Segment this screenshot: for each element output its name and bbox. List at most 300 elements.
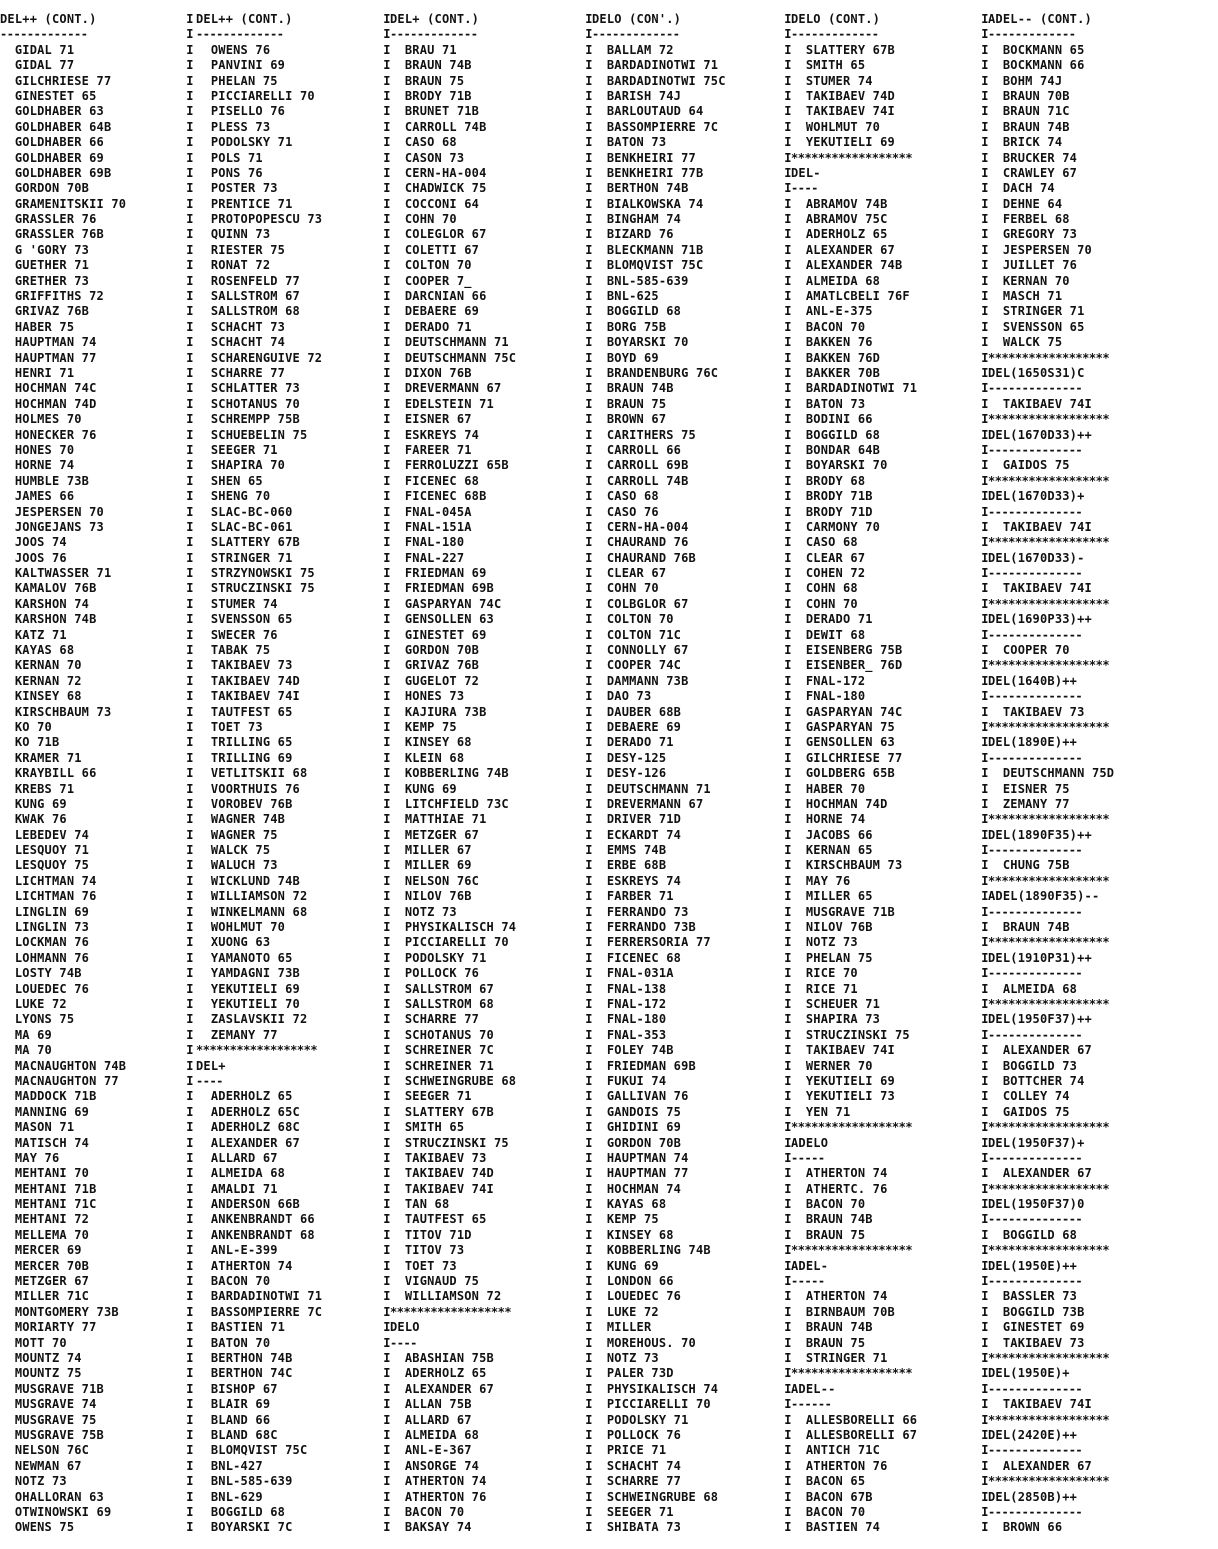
entry-line: CARITHERS 75 — [592, 427, 696, 442]
separator-mark: I — [784, 258, 792, 273]
separator-mark: I — [585, 88, 593, 103]
separator-mark: I — [186, 981, 194, 996]
entry-line: MANNING 69 — [0, 1104, 90, 1119]
separator-mark: I — [383, 1027, 391, 1042]
separator-mark: I — [383, 981, 391, 996]
entry-line: ANL-E-375 — [791, 304, 873, 319]
entry-line: KINSEY 68 — [390, 735, 472, 750]
separator-mark: I — [981, 1443, 989, 1458]
separator-mark: I — [784, 1043, 792, 1058]
entry-line: PALER 73D — [592, 1366, 674, 1381]
separator-mark: I — [585, 1135, 593, 1150]
section-heading: ADEL- — [791, 1258, 829, 1273]
entry-line: KRAMER 71 — [0, 750, 82, 765]
separator-mark: I — [981, 735, 989, 750]
entry-line: BOHM 74J — [988, 73, 1063, 88]
separator-mark: I — [784, 673, 792, 688]
separator-mark: I — [981, 781, 989, 796]
entry-line: BAKKER 70B — [791, 365, 881, 380]
separator-mark: I — [186, 1227, 194, 1242]
separator-mark: I — [784, 1012, 792, 1027]
separator-mark: I — [784, 612, 792, 627]
separator-mark: I — [585, 412, 593, 427]
section-heading: DELO — [390, 1320, 420, 1335]
separator-mark: I — [981, 704, 989, 719]
section-divider: ****************** — [988, 412, 1110, 427]
heading-underline: ------------- — [592, 27, 680, 42]
separator-mark: I — [981, 643, 989, 658]
separator-mark: I — [981, 535, 989, 550]
entry-line: SALLSTROM 68 — [390, 997, 494, 1011]
entry-line: ERBE 68B — [592, 858, 667, 873]
entry-line: STRINGER 71 — [791, 1350, 888, 1365]
entry-line: SLAC-BC-061 — [196, 519, 293, 534]
separator-mark: I — [186, 612, 194, 627]
separator-mark: I — [981, 1058, 989, 1073]
separator-mark: I — [981, 966, 989, 981]
entry-line: BRAUN 75 — [390, 73, 465, 88]
entry-line: COHEN 72 — [791, 566, 866, 581]
entry-line: KAJIURA 73B — [390, 704, 487, 719]
entry-line: GINESTET 69 — [390, 627, 487, 642]
separator-mark: I — [585, 27, 593, 42]
separator-mark: I — [784, 1412, 792, 1427]
entry-line: BRODY 71B — [390, 88, 472, 103]
separator-mark: I — [981, 304, 989, 319]
separator-mark: I — [186, 458, 194, 473]
separator-mark: I — [585, 396, 593, 411]
separator-mark: I — [186, 381, 194, 396]
entry-line: DERADO 71 — [390, 319, 472, 334]
heading-underline: -------------- — [988, 504, 1083, 519]
separator-mark: I — [585, 643, 593, 658]
entry-line: YEKUTIELI 69 — [791, 135, 895, 150]
separator-mark: I — [981, 27, 989, 42]
entry-line: WALCK 75 — [196, 843, 271, 858]
separator-mark: I — [585, 904, 593, 919]
entry-line: SCHACHT 74 — [592, 1458, 682, 1473]
separator-mark: I — [784, 119, 792, 134]
separator-mark: I — [186, 643, 194, 658]
separator-mark: I — [383, 750, 391, 765]
entry-line: HOCHMAN 74 — [592, 1181, 682, 1196]
separator-mark: I — [186, 12, 194, 26]
entry-line: BLECKMANN 71B — [592, 242, 704, 257]
entry-line: FNAL-031A — [592, 966, 674, 981]
entry-line: BRAUN 70B — [988, 88, 1070, 103]
separator-mark: I — [585, 1027, 593, 1042]
separator-mark: I — [383, 1397, 391, 1412]
entry-line: FNAL-180 — [592, 1012, 667, 1027]
entry-line: BOYARSKI 7C — [196, 1520, 293, 1535]
entry-line: MOREHOUS. 70 — [592, 1335, 696, 1350]
separator-mark: I — [981, 1274, 989, 1289]
separator-mark: I — [186, 350, 194, 365]
entry-line: MUSGRAVE 71B — [0, 1381, 104, 1396]
entry-line: ANKENBRANDT 68 — [196, 1227, 315, 1242]
separator-mark: I — [981, 1304, 989, 1319]
entry-line: HUMBLE 73B — [0, 473, 90, 488]
entry-line: STUMER 74 — [791, 73, 873, 88]
separator-mark: I — [784, 966, 792, 981]
heading-underline: -------------- — [988, 1274, 1083, 1289]
entry-line: BASSLER 73 — [988, 1289, 1078, 1304]
entry-line: LOUEDEC 76 — [592, 1289, 682, 1304]
entry-line: MACNAUGHTON 77 — [0, 1073, 119, 1088]
entry-line: BARLOUTAUD 64 — [592, 104, 704, 119]
separator-mark: I — [981, 1073, 989, 1088]
entry-line: BRAUN 74B — [592, 381, 674, 396]
entry-line: BACON 70 — [196, 1274, 271, 1289]
entry-line: DAO 73 — [592, 689, 652, 704]
separator-mark: I — [186, 535, 194, 550]
separator-mark: I — [585, 581, 593, 596]
entry-line: POLS 71 — [196, 150, 263, 165]
separator-mark: I — [186, 335, 194, 350]
entry-line: WAGNER 74B — [196, 812, 286, 827]
entry-line: MATTHIAE 71 — [390, 812, 487, 827]
column-3 — [390, 12, 584, 1542]
entry-line: NOTZ 73 — [592, 1350, 659, 1365]
separator-mark: I — [383, 735, 391, 750]
separator-mark: I — [784, 843, 792, 858]
entry-line: BRAU 71 — [390, 42, 457, 57]
separator-mark: I — [186, 1504, 194, 1519]
entry-line: BATON 73 — [791, 396, 866, 411]
separator-mark: I — [585, 427, 593, 442]
separator-mark: I — [981, 1027, 989, 1042]
entry-line: DESY-125 — [592, 750, 667, 765]
heading-underline: -------------- — [988, 1212, 1083, 1227]
entry-line: KIRSCHBAUM 73 — [0, 704, 112, 719]
entry-line: KUNG 69 — [592, 1258, 659, 1273]
separator-mark: I — [784, 1058, 792, 1073]
entry-line: BASTIEN 71 — [196, 1320, 286, 1335]
section-heading: DEL(1690P33)++ — [988, 612, 1092, 627]
separator-mark: I — [981, 42, 989, 57]
entry-line: BARDADINOTWI 71 — [592, 58, 719, 73]
separator-mark: I — [784, 1027, 792, 1042]
entry-line: AMALDI 71 — [196, 1181, 278, 1196]
separator-mark: I — [383, 796, 391, 811]
separator-mark: I — [186, 796, 194, 811]
section-heading: DEL(1950F37)+ — [988, 1135, 1085, 1150]
entry-line: KLEIN 68 — [390, 750, 465, 765]
separator-mark: I — [585, 1458, 593, 1473]
separator-mark: I — [981, 458, 989, 473]
entry-line: GOLDHABER 69 — [0, 150, 104, 165]
separator-mark: I — [981, 1243, 989, 1258]
separator-mark: I — [981, 135, 989, 150]
separator-mark: I — [981, 873, 989, 888]
entry-line: FERRANDO 73 — [592, 904, 689, 919]
entry-line: MEHTANI 70 — [0, 1166, 90, 1181]
entry-line: SCHOTANUS 70 — [390, 1027, 494, 1042]
entry-line: COLEGLOR 67 — [390, 227, 487, 242]
separator-mark: I — [981, 904, 989, 919]
entry-line: LOSTY 74B — [0, 966, 82, 981]
separator-mark: I — [585, 150, 593, 165]
entry-line: ALEXANDER 67 — [988, 1458, 1092, 1473]
separator-mark: I — [784, 889, 792, 904]
entry-line: MERCER 69 — [0, 1243, 82, 1258]
entry-line: TAKIBAEV 73 — [196, 658, 293, 673]
section-heading: DEL+ (CONT.) — [390, 12, 480, 26]
entry-line: KINSEY 68 — [592, 1227, 674, 1242]
separator-mark: I — [186, 73, 194, 88]
section-divider: ****************** — [988, 535, 1110, 550]
separator-mark: I — [784, 365, 792, 380]
separator-mark: I — [383, 1089, 391, 1104]
entry-line: BRAUN 74B — [791, 1320, 873, 1335]
separator-mark: I — [981, 981, 989, 996]
entry-line: DARCNIAN 66 — [390, 289, 487, 304]
separator-mark: I — [981, 1104, 989, 1119]
entry-line: LOCKMAN 76 — [0, 935, 90, 950]
separator-mark: I — [585, 1304, 593, 1319]
separator-mark: I — [981, 473, 989, 488]
entry-line: LESQUOY 71 — [0, 843, 90, 858]
entry-line: CARROLL 74B — [592, 473, 689, 488]
entry-line: SCHARRE 77 — [390, 1012, 480, 1027]
entry-line: NOTZ 73 — [390, 904, 457, 919]
entry-line: MERCER 70B — [0, 1258, 90, 1273]
separator-mark: I — [383, 458, 391, 473]
entry-line: BNL-625 — [592, 289, 659, 304]
entry-line: LUKE 72 — [592, 1304, 659, 1319]
separator-mark: I — [383, 135, 391, 150]
separator-mark: I — [981, 381, 989, 396]
entry-line: GINESTET 65 — [0, 88, 97, 103]
entry-line: BALLAM 72 — [592, 42, 674, 57]
entry-line: MILLER 71C — [0, 1289, 90, 1304]
entry-line: VETLITSKII 68 — [196, 766, 308, 781]
entry-line: SCHACHT 73 — [196, 319, 286, 334]
separator-mark: I — [585, 104, 593, 119]
entry-line: PONS 76 — [196, 165, 263, 180]
entry-line: GORDON 70B — [592, 1135, 682, 1150]
separator-mark: I — [186, 935, 194, 950]
separator-mark: I — [585, 165, 593, 180]
column-5 — [791, 12, 981, 1542]
separator-mark: I — [784, 1304, 792, 1319]
separator-mark: I — [981, 1489, 989, 1504]
entry-line: CLEAR 67 — [592, 566, 667, 581]
entry-line: TAKIBAEV 74I — [988, 581, 1092, 596]
section-heading: DEL(1950E)++ — [988, 1258, 1078, 1273]
entry-line: ESKREYS 74 — [390, 427, 480, 442]
entry-line: TOET 73 — [196, 719, 263, 734]
separator-mark: I — [186, 843, 194, 858]
separator-mark: I — [186, 88, 194, 103]
separator-mark: I — [585, 873, 593, 888]
separator-mark: I — [383, 1427, 391, 1442]
heading-underline: ------------- — [988, 27, 1076, 42]
entry-line: SCHREINER 7C — [390, 1043, 494, 1058]
separator-mark: I — [585, 950, 593, 965]
separator-mark: I — [981, 1427, 989, 1442]
section-divider: ****************** — [988, 935, 1110, 950]
separator-mark: I — [784, 1504, 792, 1519]
entry-line: LESQUOY 75 — [0, 858, 90, 873]
entry-line: ESKREYS 74 — [592, 873, 682, 888]
separator-mark: I — [784, 150, 792, 165]
separator-mark: I — [186, 812, 194, 827]
separator-mark: I — [383, 1043, 391, 1058]
separator-mark: I — [383, 1135, 391, 1150]
entry-line: COOPER 74C — [592, 658, 682, 673]
entry-line: FAREER 71 — [390, 442, 472, 457]
separator-mark: I — [585, 489, 593, 504]
heading-underline: ------------- — [390, 27, 478, 42]
separator-mark: I — [585, 858, 593, 873]
separator-mark: I — [186, 1258, 194, 1273]
entry-line: ATHERTON 74 — [791, 1289, 888, 1304]
entry-line: NELSON 76C — [0, 1443, 90, 1458]
entry-line: HONES 73 — [390, 689, 465, 704]
separator-mark: I — [383, 365, 391, 380]
entry-line: ANL-E-399 — [196, 1243, 278, 1258]
separator-mark: I — [981, 827, 989, 842]
separator-mark: I — [383, 920, 391, 935]
separator-mark: I — [383, 1104, 391, 1119]
separator-mark: I — [186, 396, 194, 411]
section-heading: ADEL-- — [791, 1381, 836, 1396]
entry-line: FRIEDMAN 69B — [592, 1058, 696, 1073]
entry-line: WILLIAMSON 72 — [390, 1289, 502, 1304]
separator-mark: I — [383, 412, 391, 427]
separator-mark: I — [784, 1335, 792, 1350]
entry-line: COLTON 70 — [592, 612, 674, 627]
entry-line: DEBAERE 69 — [390, 304, 480, 319]
entry-line: SALLSTROM 67 — [390, 981, 494, 996]
separator-mark: I — [784, 1274, 792, 1289]
entry-line: GOLDBERG 65B — [791, 766, 895, 781]
entry-line: BLAND 66 — [196, 1412, 271, 1427]
separator-mark: I — [585, 1150, 593, 1165]
separator-mark: I — [186, 1289, 194, 1304]
separator-mark: I — [585, 304, 593, 319]
entry-line: GAIDOS 75 — [988, 1104, 1070, 1119]
entry-line: JAMES 66 — [0, 489, 75, 504]
separator-mark: I — [383, 673, 391, 688]
separator-mark: I — [383, 1520, 391, 1535]
separator-mark: I — [186, 427, 194, 442]
separator-mark: I — [383, 719, 391, 734]
entry-line: YEN 71 — [791, 1104, 851, 1119]
entry-line: GRETHER 73 — [0, 273, 90, 288]
separator-mark: I — [585, 1474, 593, 1489]
separator-mark: I — [186, 273, 194, 288]
entry-line: DAUBER 68B — [592, 704, 682, 719]
entry-line: CARROLL 69B — [592, 458, 689, 473]
separator-mark: I — [383, 27, 391, 42]
separator-mark: I — [383, 1366, 391, 1381]
separator-mark: I — [383, 1166, 391, 1181]
separator-mark: I — [784, 304, 792, 319]
separator-mark: I — [383, 1304, 391, 1319]
entry-line: NOTZ 73 — [0, 1474, 67, 1489]
heading-underline: -------------- — [988, 689, 1083, 704]
entry-line: MEHTANI 72 — [0, 1212, 90, 1227]
separator-mark: I — [585, 1243, 593, 1258]
entry-line: MUSGRAVE 75 — [0, 1412, 97, 1427]
separator-mark: I — [383, 104, 391, 119]
separator-mark: I — [784, 412, 792, 427]
entry-line: CONNOLLY 67 — [592, 643, 689, 658]
separator-mark: I — [784, 473, 792, 488]
separator-mark: I — [585, 273, 593, 288]
entry-line: NILOV 76B — [390, 889, 472, 904]
entry-line: COLTON 70 — [390, 258, 472, 273]
separator-mark: I — [585, 1089, 593, 1104]
separator-mark: I — [186, 1366, 194, 1381]
entry-line: MOUNTZ 74 — [0, 1350, 82, 1365]
separator-mark: I — [585, 596, 593, 611]
separator-mark: I — [186, 1412, 194, 1427]
separator-mark: I — [784, 165, 792, 180]
entry-line: BLOMQVIST 75C — [196, 1443, 308, 1458]
entry-line: LICHTMAN 76 — [0, 889, 97, 904]
entry-line: TAKIBAEV 73 — [988, 1335, 1085, 1350]
section-divider: ****************** — [791, 1366, 913, 1381]
entry-line: HAUPTMAN 74 — [592, 1150, 689, 1165]
entry-line: ALLESBORELLI 67 — [791, 1427, 918, 1442]
entry-line: JESPERSEN 70 — [988, 242, 1092, 257]
separator-mark: I — [383, 704, 391, 719]
separator-mark: I — [585, 1166, 593, 1181]
entry-line: TAKIBAEV 74I — [988, 396, 1092, 411]
separator-mark: I — [784, 396, 792, 411]
separator-mark: I — [981, 489, 989, 504]
entry-line: GAIDOS 75 — [988, 458, 1070, 473]
separator-mark: I — [186, 1027, 194, 1042]
entry-line: BAKKEN 76D — [791, 350, 881, 365]
separator-mark: I — [784, 519, 792, 534]
separator-mark: I — [186, 596, 194, 611]
entry-line: YEKUTIELI 73 — [791, 1089, 895, 1104]
separator-mark: I — [784, 104, 792, 119]
entry-line: GRIFFITHS 72 — [0, 289, 104, 304]
entry-line: JONGEJANS 73 — [0, 519, 104, 534]
entry-line: NOTZ 73 — [791, 935, 858, 950]
separator-mark: I — [981, 1181, 989, 1196]
entry-line: BACON 65 — [791, 1474, 866, 1489]
entry-line: COLTON 71C — [592, 627, 682, 642]
entry-line: BACON 67B — [791, 1489, 873, 1504]
separator-mark: I — [383, 889, 391, 904]
entry-line: GOLDHABER 64B — [0, 119, 112, 134]
separator-mark: I — [585, 1504, 593, 1519]
separator-mark: I — [981, 289, 989, 304]
separator-mark: I — [186, 1474, 194, 1489]
entry-line: MILLER — [592, 1320, 652, 1335]
separator-mark: I — [383, 196, 391, 211]
entry-line: BOGGILD 73B — [988, 1304, 1085, 1319]
separator-mark: I — [784, 181, 792, 196]
entry-line: BLOMQVIST 75C — [592, 258, 704, 273]
entry-line: ALEXANDER 74B — [791, 258, 903, 273]
entry-line: MAY 76 — [0, 1150, 60, 1165]
separator-mark: I — [981, 1381, 989, 1396]
heading-underline: ------------- — [0, 27, 88, 42]
section-heading: DEL(1670D33)+ — [988, 489, 1085, 504]
section-divider: ****************** — [390, 1304, 512, 1319]
separator-mark: I — [784, 381, 792, 396]
separator-mark: I — [585, 781, 593, 796]
entry-line: SWECER 76 — [196, 627, 278, 642]
entry-line: ATHERTON 76 — [390, 1489, 487, 1504]
